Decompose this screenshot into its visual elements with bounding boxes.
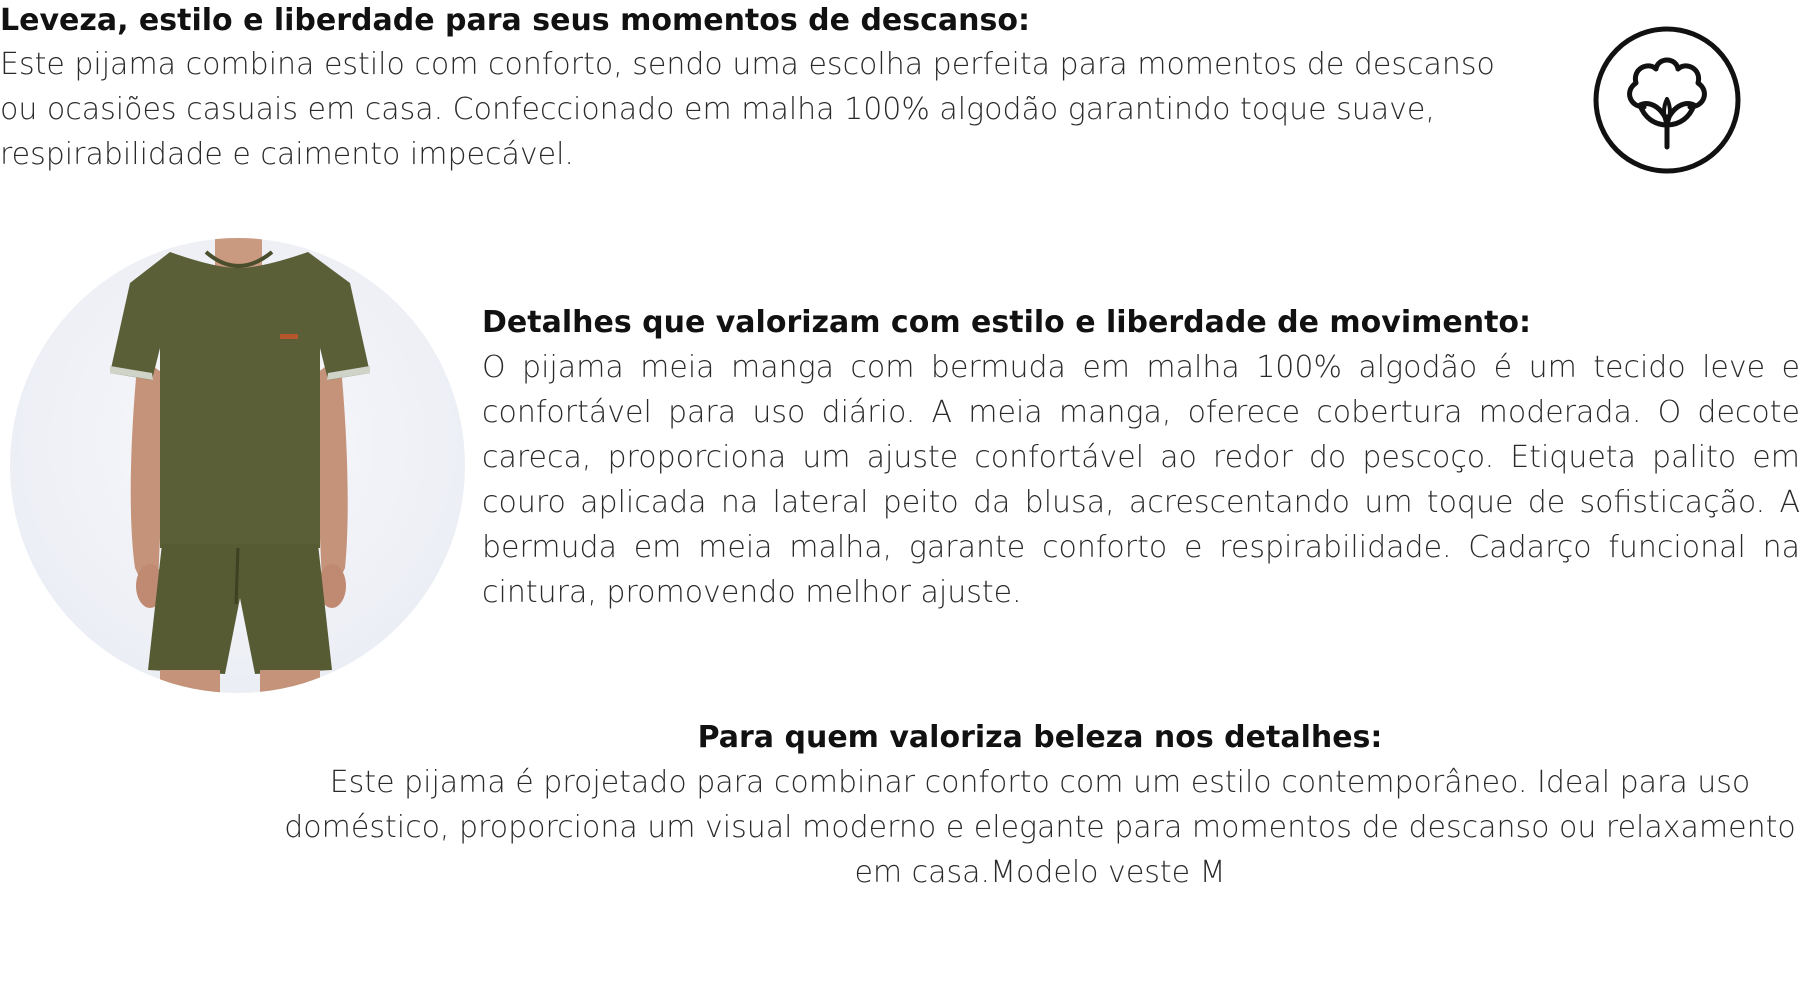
closing-section — [280, 715, 1800, 895]
intro-body: Este pijama combina estilo com conforto, sendo uma escolha perfeita para momentos de descanso ou ocasiões casuais em casa. Confeccionado em malha 100% algodão garantindo toque suave, respirabilidade e caimento impecável. — [0, 47, 1495, 172]
details-section — [482, 300, 1800, 615]
cotton-flower-icon — [1592, 25, 1742, 175]
closing-body-line2: doméstico, proporciona um visual moderno e elegante para momentos de descanso ou relaxamento — [284, 810, 1796, 845]
intro-section — [0, 0, 1500, 177]
details-heading: Detalhes que valorizam com estilo e liberdade de movimento: — [482, 305, 1532, 340]
closing-body-line1: Este pijama é projetado para combinar conforto com um estilo contemporâneo. Ideal para uso — [329, 765, 1751, 800]
closing-heading: Para quem valoriza beleza nos detalhes: — [697, 720, 1383, 755]
intro-heading: Leveza, estilo e liberdade para seus momentos de descanso: — [0, 3, 1030, 38]
closing-body-line3: em casa.Modelo veste M — [854, 855, 1226, 890]
details-body: O pijama meia manga com bermuda em malha 100% algodão é um tecido leve e confortável para uso diário. A meia manga, oferece cobertura moderada. O decote careca, proporciona um ajuste confortável ao redor do pescoço. Etiqueta palito em couro aplicada na lateral peito da blusa, acrescentando um toque de sofisticação. A bermuda em meia malha, garante conforto e respirabilidade. Cadarço funcional na cintura, promovendo melhor ajuste. — [482, 350, 1800, 610]
model-photo — [10, 238, 465, 693]
